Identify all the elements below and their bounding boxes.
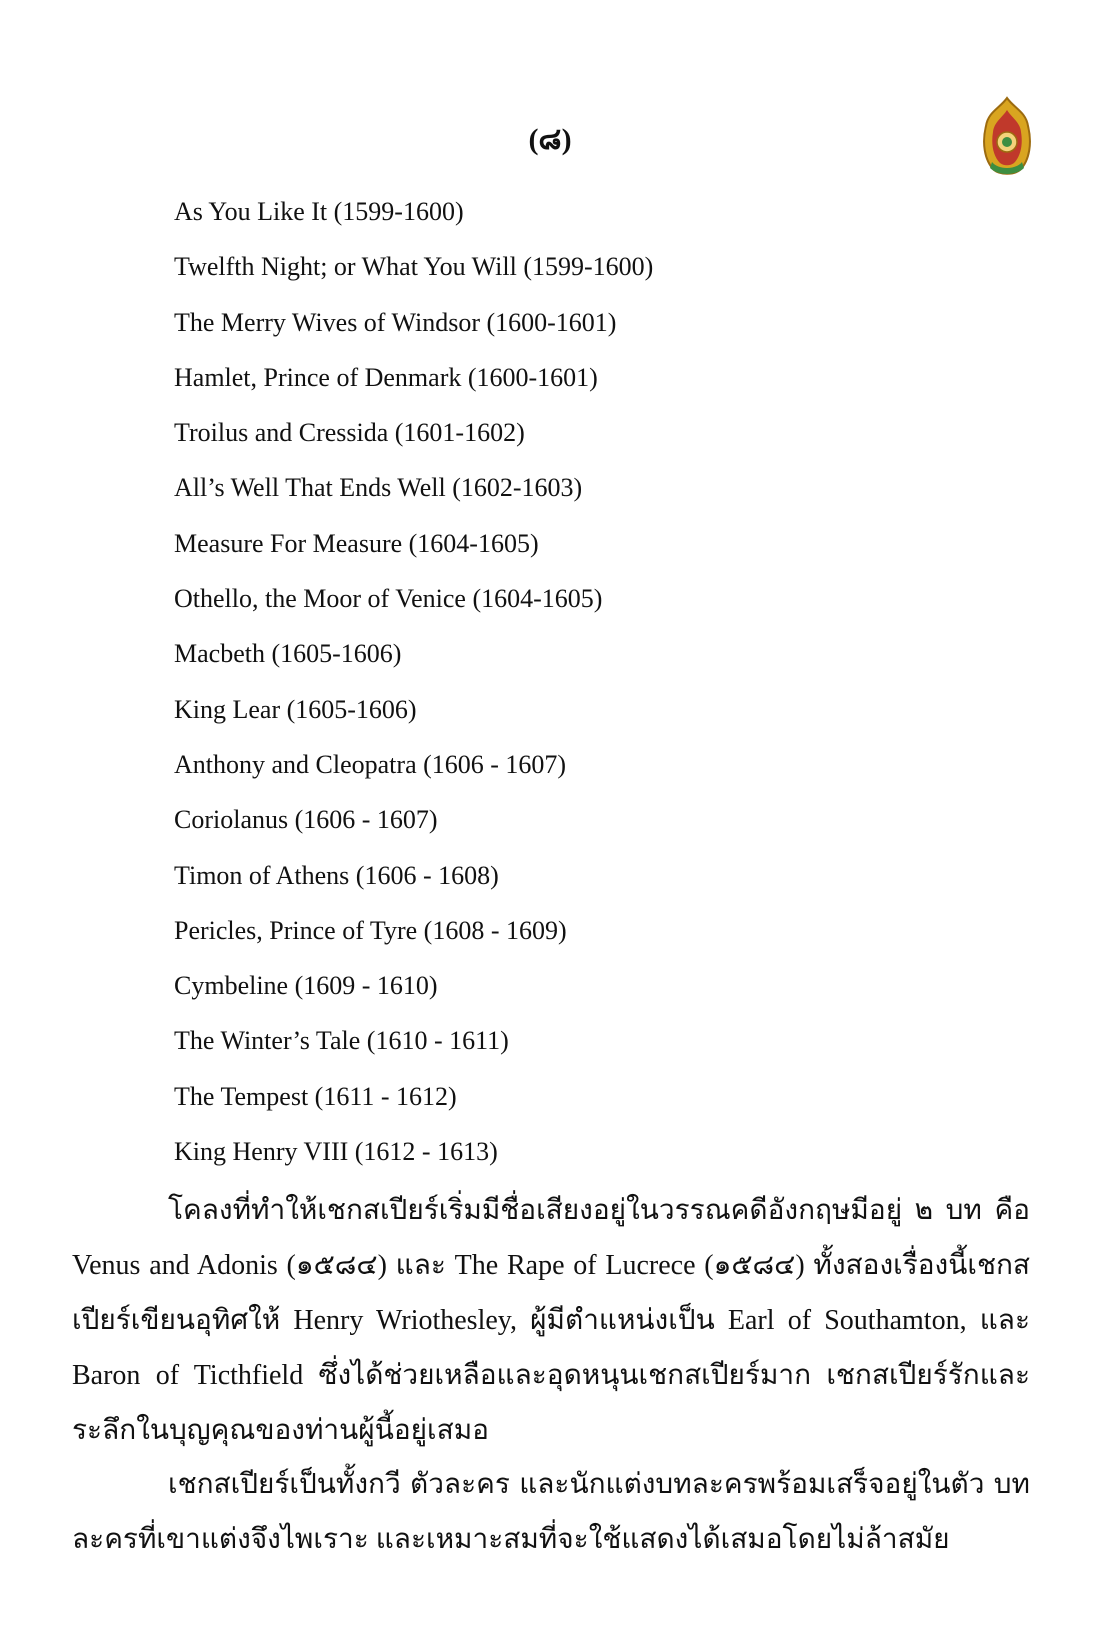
paragraph-poems: โคลงที่ทำให้เชกสเปียร์เริ่มมีชื่อเสียงอยู่ในวรรณคดีอังกฤษมีอยู่ ๒ บท คือ Venus and Adonis (๑๕๘๔) และ The Rape of Lucrece (๑๕๘๔) ทั้งสองเรื่องนี้เชกสเปียร์เขียนอุทิศให้ Henry Wriothesley, ผู้มีตำแหน่งเป็น Earl of Southamton, และ Baron of Ticthfield ซึ่งได้ช่วยเหลือและอุดหนุนเชกสเปียร์มาก เชกสเปียร์รักและระลึกในบุญคุณของท่านผู้นี้อยู่เสมอ [72, 1195, 1030, 1446]
list-item: Macbeth (1605-1606) [174, 639, 402, 669]
list-item: Twelfth Night; or What You Will (1599-1600) [174, 252, 654, 282]
paragraph-poet-actor: เชกสเปียร์เป็นทั้งกวี ตัวละคร และนักแต่งบทละครพร้อมเสร็จอยู่ในตัว บทละครที่เขาแต่งจึงไพเราะ และเหมาะสมที่จะใช้แสดงได้เสมอโดยไม่ล้าสมัย [72, 1469, 1030, 1555]
list-item: Cymbeline (1609 - 1610) [174, 971, 438, 1001]
list-item: The Tempest (1611 - 1612) [174, 1081, 457, 1111]
royal-emblem-icon [980, 96, 1034, 176]
list-item: Coriolanus (1606 - 1607) [174, 805, 438, 835]
page-number: (๘) [528, 123, 572, 156]
list-item: The Merry Wives of Windsor (1600-1601) [174, 307, 617, 337]
list-item: Troilus and Cressida (1601-1602) [174, 418, 525, 448]
list-item: King Henry VIII (1612 - 1613) [174, 1137, 498, 1167]
list-item: As You Like It (1599-1600) [174, 197, 464, 226]
list-item: All’s Well That Ends Well (1602-1603) [174, 473, 583, 503]
list-item: Timon of Athens (1606 - 1608) [174, 860, 499, 890]
list-item: Othello, the Moor of Venice (1604-1605) [174, 584, 603, 614]
list-item: Measure For Measure (1604-1605) [174, 528, 539, 558]
list-item: Hamlet, Prince of Denmark (1600-1601) [174, 362, 598, 392]
list-item: Pericles, Prince of Tyre (1608 - 1609) [174, 915, 567, 945]
list-item: The Winter’s Tale (1610 - 1611) [174, 1026, 509, 1056]
plays-list [174, 197, 653, 1192]
list-item: King Lear (1605-1606) [174, 694, 417, 724]
list-item: Anthony and Cleopatra (1606 - 1607) [174, 749, 567, 779]
